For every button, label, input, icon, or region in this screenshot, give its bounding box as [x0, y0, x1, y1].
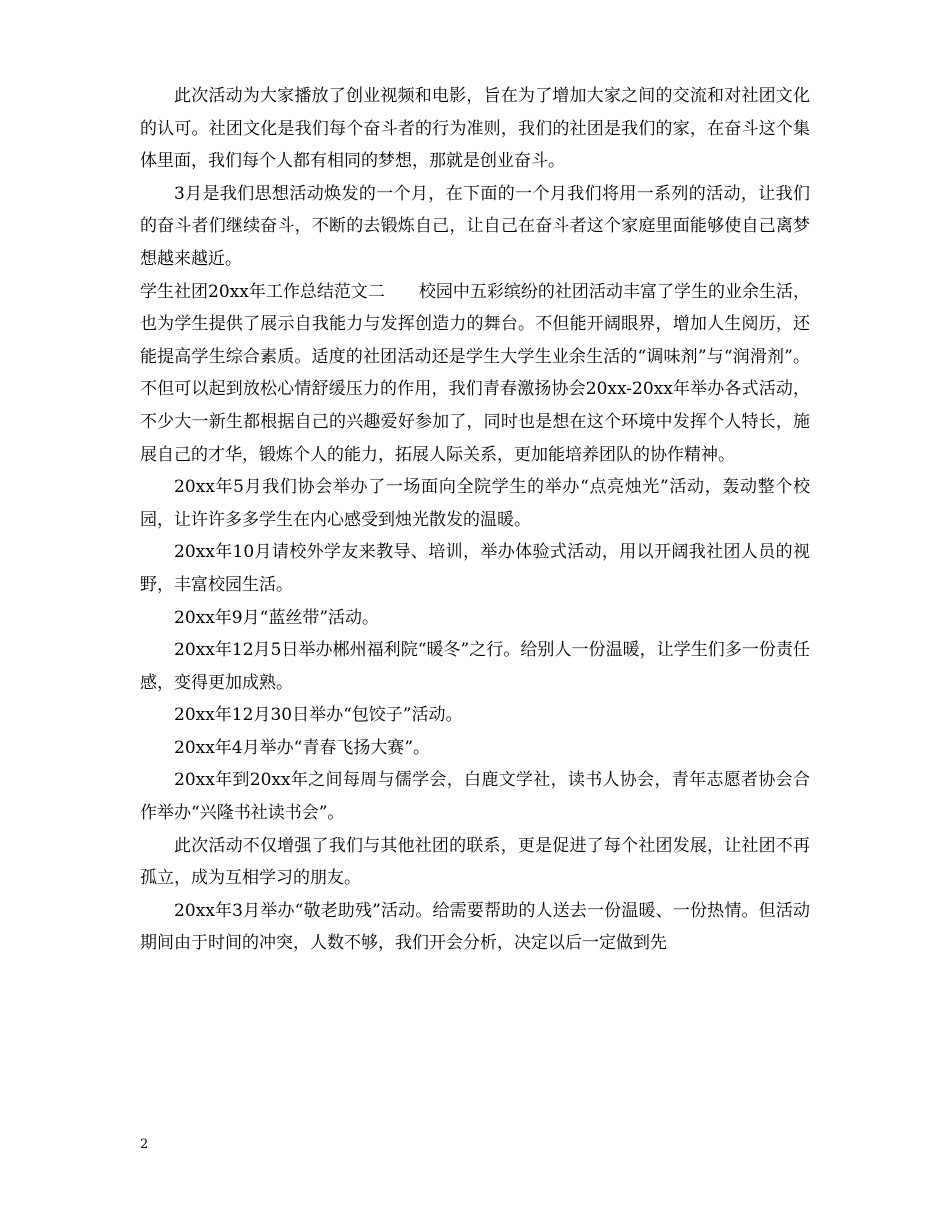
paragraph-2: 3月是我们思想活动焕发的一个月，在下面的一个月我们将用一系列的活动，让我们的奋斗者们继续奋斗，不断的去锻炼自己，让自己在奋斗者这个家庭里面能够使自己离梦想越来越近。 [140, 183, 810, 269]
paragraph-9: 20xx年4月举办“青春飞扬大赛”。 [174, 737, 431, 758]
paragraph-10: 20xx年到20xx年之间每周与儒学会，白鹿文学社，读书人协会，青年志愿者协会合作举办“兴隆书社读书会”。 [140, 770, 810, 824]
paragraph-8: 20xx年12月30日举办“包饺子”活动。 [174, 705, 463, 726]
paragraph-4: 20xx年5月我们协会举办了一场面向全院学生的举办“点亮烛光”活动，轰动整个校园，让许许多多学生在内心感受到烛光散发的温暖。 [140, 477, 810, 530]
paragraph-5: 20xx年10月请校外学友来教导、培训，举办体验式活动，用以开阔我社团人员的视野，丰富校园生活。 [140, 542, 810, 595]
paragraph-3-section-heading: 学生社团20xx年工作总结范文二 校园中五彩缤纷的社团活动丰富了学生的业余生活，也为学生提供了展示自我能力与发挥创造力的舞台。不但能开阔眼界，增加人生阅历，还能提高学生综合素质。适度的社团活动还是学生大学生业余生活的“调味剂”与“润滑剂”。不但可以起到放松心情舒缓压力的作用，我们青春激扬协会20xx-20xx年举办各式活动，不少大一新生都根据自己的兴趣爱好参加了，同时也是想在这个环境中发挥个人特长，施展自己的才华，锻炼个人的能力，拓展人际关系，更加能培养团队的协作精神。 [140, 281, 810, 465]
paragraph-7: 20xx年12月5日举办郴州福利院“暖冬”之行。给别人一份温暖，让学生们多一份责任感，变得更加成熟。 [140, 640, 810, 693]
paragraph-11: 此次活动不仅增强了我们与其他社团的联系，更是促进了每个社团发展，让社团不再孤立，成为互相学习的朋友。 [140, 835, 810, 889]
paragraph-1: 此次活动为大家播放了创业视频和电影，旨在为了增加大家之间的交流和对社团文化的认可。社团文化是我们每个奋斗者的行为准则，我们的社团是我们的家，在奋斗这个集体里面，我们每个人都有相同的梦想，那就是创业奋斗。 [140, 86, 810, 172]
paragraph-6: 20xx年9月“蓝丝带”活动。 [174, 607, 380, 628]
document-body [140, 80, 810, 960]
page-number: 2 [140, 1137, 149, 1152]
paragraph-12: 20xx年3月举办“敬老助残”活动。给需要帮助的人送去一份温暖、一份热情。但活动期间由于时间的冲突，人数不够，我们开会分析，决定以后一定做到先 [140, 900, 810, 954]
